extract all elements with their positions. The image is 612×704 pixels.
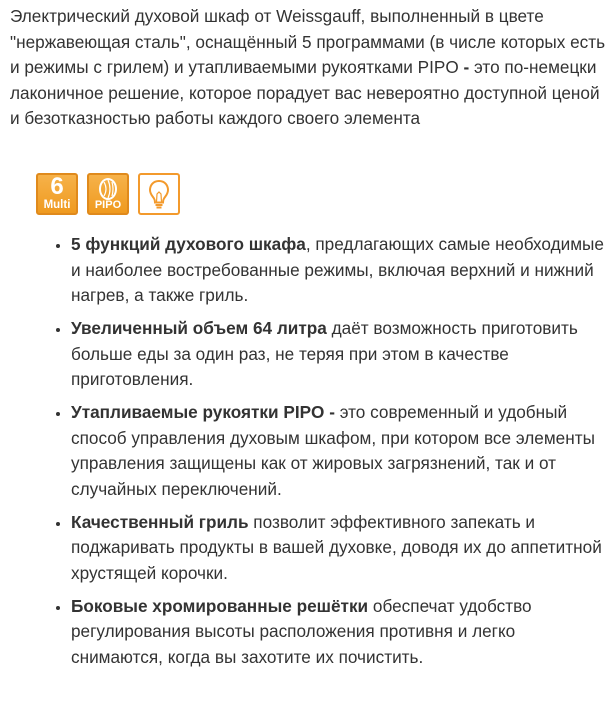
feature-badges	[36, 173, 180, 215]
multi-number: 6	[50, 173, 64, 200]
feature-text: обеспечат удобство регулирования высоты расположения противня и легко снимаются, когда вы захотите их почистить.	[71, 595, 532, 667]
feature-text: , предлагающих самые необходимые и наиболее востребованные режимы, включая верхний и нижний нагрев, а также гриль.	[71, 234, 604, 305]
multi-label: Multi	[43, 199, 71, 211]
list-item	[71, 400, 611, 502]
feature-list	[49, 232, 611, 678]
feature-text: это современный и удобный способ управления духовым шкафом, при котором все элементы управления защищены как от жировых загрязнений, так и от случайных переключений.	[71, 402, 595, 499]
list-item	[71, 594, 611, 671]
pipo-label: PIPO	[94, 199, 122, 211]
intro-dash: -	[458, 57, 475, 77]
intro-paragraph	[10, 4, 608, 132]
list-item	[71, 510, 611, 587]
feature-title: Увеличенный объем 64 литра	[71, 318, 327, 338]
feature-title: Утапливаемые рукоятки PIPO -	[71, 402, 335, 422]
light-bulb-icon	[138, 173, 180, 215]
feature-text: позволит эффективного запекать и поджаривать продукты в вашей духовке, доводя их до аппетитной хрустящей корочки.	[71, 511, 602, 583]
knob-icon	[95, 178, 121, 200]
feature-title: Боковые хромированные решётки	[71, 595, 369, 616]
list-item	[71, 232, 611, 309]
feature-title: Качественный гриль	[71, 511, 249, 532]
bulb-icon	[147, 179, 171, 211]
intro-text-2: это по-немецки лаконичное решение, которое порадует вас невероятно доступной ценой и безотказностью работы каждого своего элемента	[10, 57, 600, 128]
feature-text: даёт возможность приготовить больше еды за один раз, не теряя при этом в качестве приготовления.	[71, 318, 578, 389]
pipo-knob-icon	[87, 173, 129, 215]
intro-text-1: Электрический духовой шкаф от Weissgauff, выполненный в цвете "нержавеющая сталь", оснащённый 5 программами (в числе которых есть и режимы с грилем) и утапливаемыми рукоятками PIPO	[10, 6, 606, 77]
six-multi-icon	[36, 173, 78, 215]
feature-title: 5 функций духового шкафа	[71, 234, 306, 254]
list-item	[71, 316, 611, 393]
